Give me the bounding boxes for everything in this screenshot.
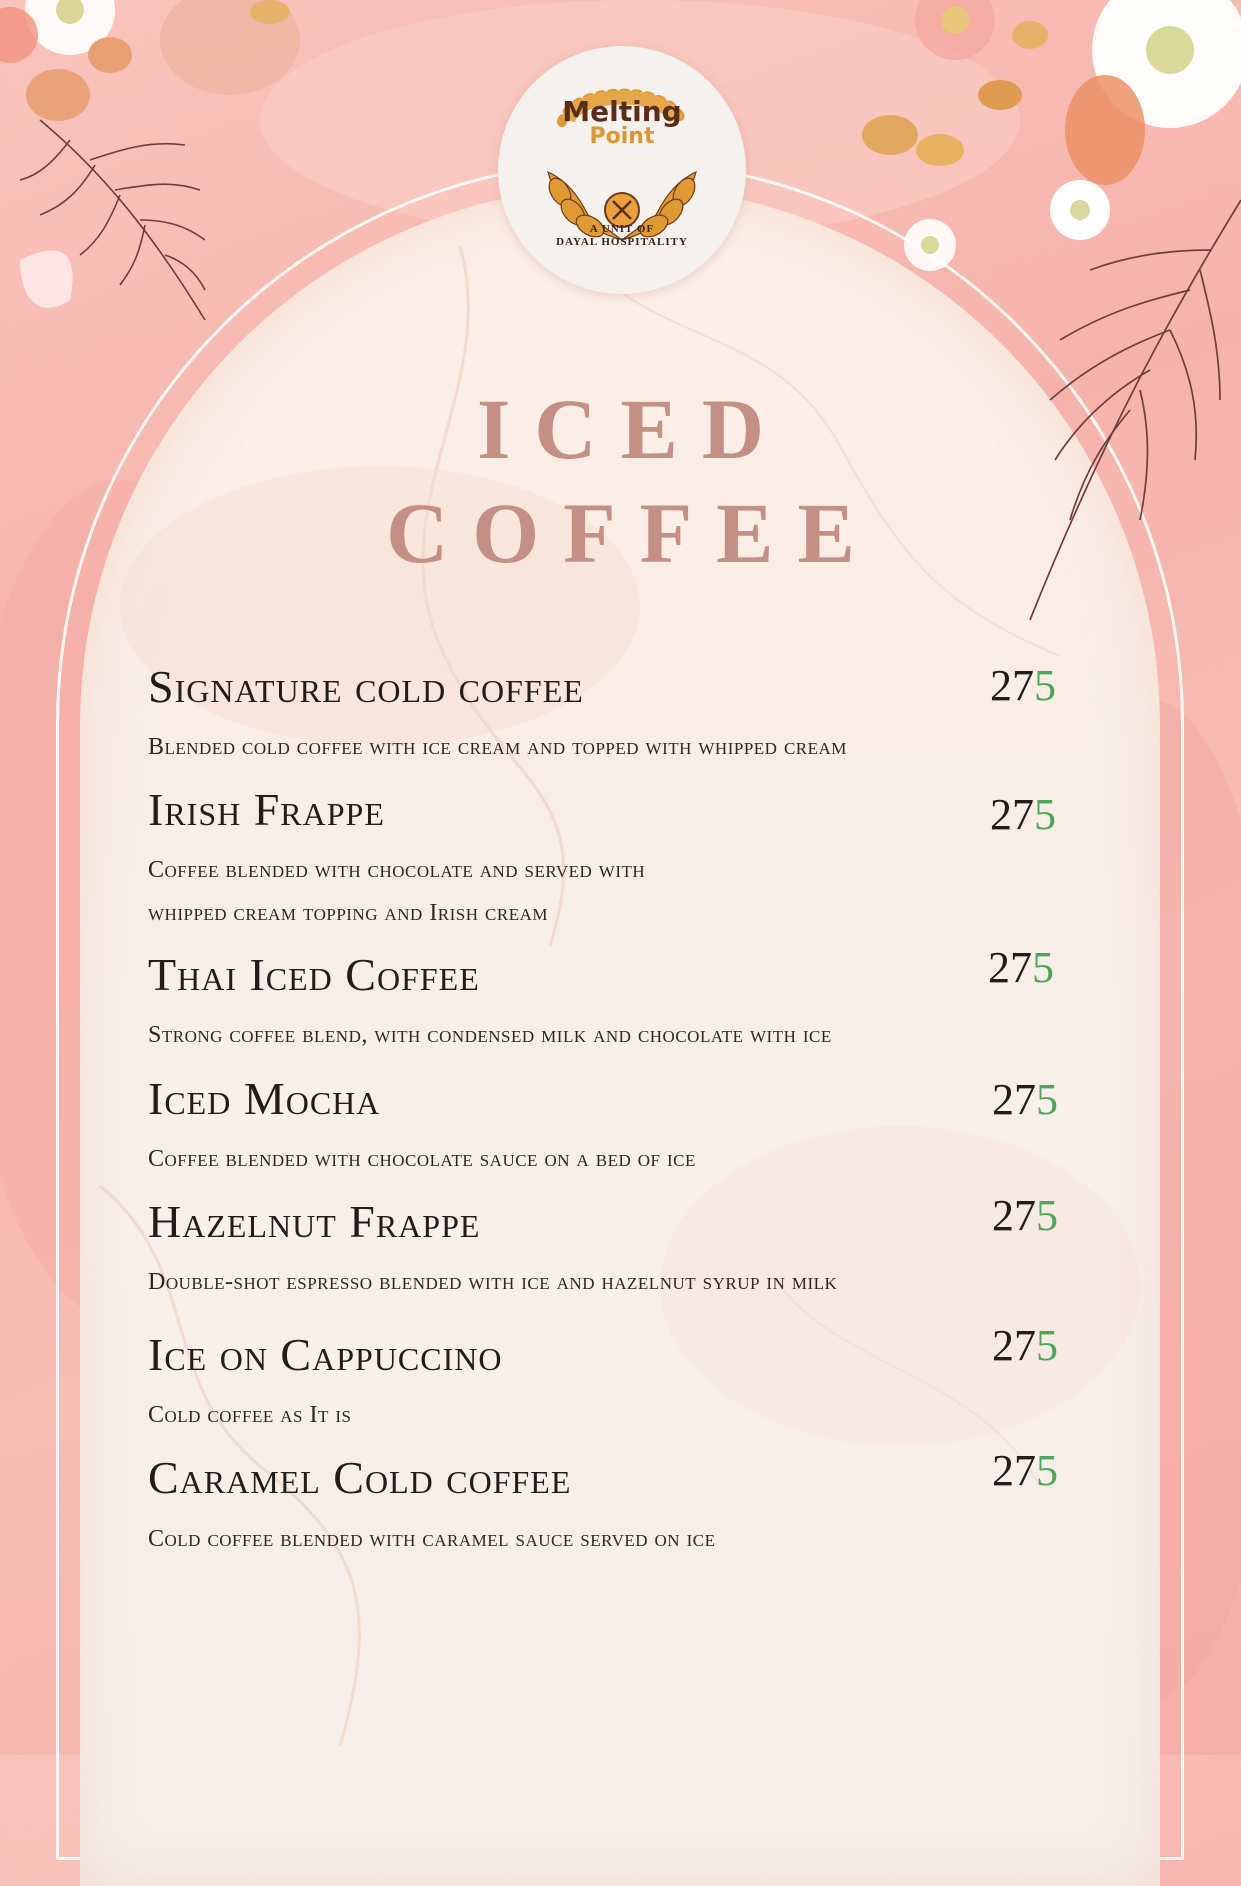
menu-title-line2: COFFEE: [386, 485, 879, 581]
menu-item-description: Coffee blended with chocolate and served with whipped cream topping and Irish cream: [148, 857, 646, 926]
menu-item-description: Coffee blended with chocolate sauce on a bed of ice: [148, 1146, 696, 1172]
menu-item-name: Ice on Cappuccino: [148, 1329, 503, 1380]
brand-logo-badge: Melting Point A UNIT OF DAYAL HOSPITALITY: [498, 46, 746, 294]
brand-unit-label: A UNIT OF: [589, 223, 655, 235]
menu-item-description: Blended cold coffee with ice cream and topped with whipped cream: [148, 734, 847, 760]
brand-company-name: DAYAL HOSPITALITY: [556, 236, 688, 248]
menu-item-name: Signature cold coffee: [148, 661, 584, 712]
menu-item-price: 275: [990, 790, 1056, 839]
menu-item-price: 275: [990, 661, 1056, 710]
menu-item-price: 275: [992, 1075, 1058, 1124]
menu-item-name: Caramel Cold coffee: [148, 1452, 572, 1503]
menu-item-description: Cold coffee blended with caramel sauce served on ice: [148, 1526, 716, 1552]
floral-decoration-top-left: [0, 0, 300, 330]
menu-title-line1: ICED: [476, 381, 789, 477]
menu-item-price: 275: [992, 1191, 1058, 1240]
menu-item-description: Cold coffee as It is: [148, 1402, 352, 1428]
menu-item-price: 275: [992, 1446, 1058, 1495]
menu-item-price: 275: [988, 943, 1054, 992]
menu-item-description: Double-shot espresso blended with ice and hazelnut syrup in milk: [148, 1269, 838, 1295]
menu-item-name: Iced Mocha: [148, 1073, 381, 1124]
menu-item-description: Strong coffee blend, with condensed milk and chocolate with ice: [148, 1022, 832, 1048]
menu-item-name: Irish Frappe: [148, 784, 385, 835]
menu-item-name: Hazelnut Frappe: [148, 1196, 481, 1247]
brand-logo-text: Melting: [562, 95, 682, 128]
menu-item-name: Thai Iced Coffee: [148, 949, 480, 1000]
menu-item-price: 275: [992, 1321, 1058, 1370]
